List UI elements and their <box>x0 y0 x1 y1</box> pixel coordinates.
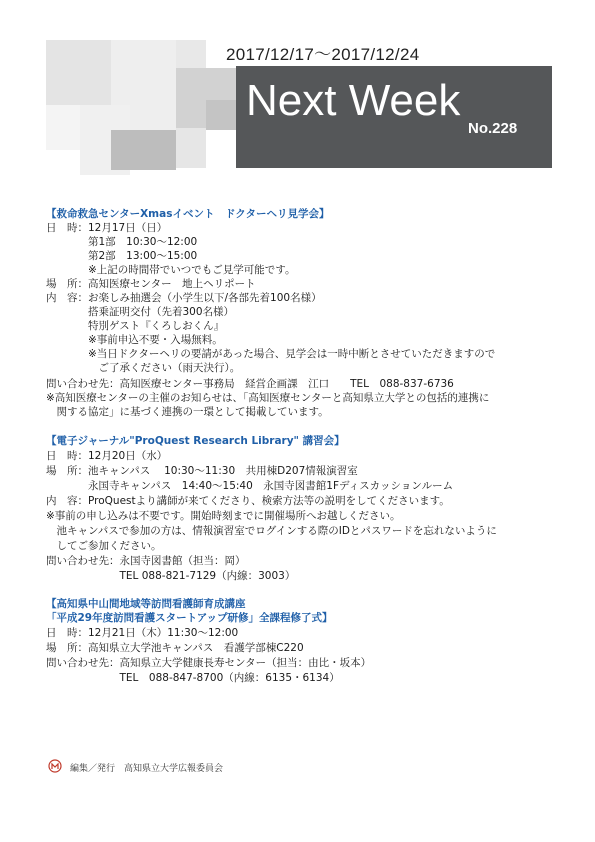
event-title: 【高知県中山間地域等訪問看護師育成講座 <box>46 598 246 610</box>
event-detail: ※事前申込不要・入場無料。 <box>46 334 223 346</box>
event-contact: TEL 088-847-8700（内線：6135・6134） <box>46 672 340 684</box>
event-detail: 永国寺キャンパス 14:40～15:40 永国寺図書館1Fディスカッションルーム <box>46 480 454 492</box>
event-detail: ※上記の時間帯でいつでもご見学可能です。 <box>46 264 296 276</box>
event-note: ※高知医療センターの主催のお知らせは、「高知医療センターと高知県立大学との包括的連携に <box>46 392 490 404</box>
event-detail: 日 時：12月20日（水） <box>46 450 168 462</box>
event-detail: 特別ゲスト『くろしおくん』 <box>46 320 225 332</box>
event-detail: 場 所：高知医療センター 地上ヘリポート <box>46 278 256 290</box>
decor-square <box>176 128 206 168</box>
decor-square <box>46 105 80 150</box>
university-logo-icon <box>48 759 62 773</box>
publisher-credit: 編集／発行 高知県立大学広報委員会 <box>70 764 224 774</box>
date-range: 2017/12/17～2017/12/24 <box>226 45 420 64</box>
issue-number: No.228 <box>468 120 518 137</box>
decor-square <box>206 100 236 130</box>
event-title: 【救命救急センターXmasイベント ドクターヘリ見学会】 <box>46 208 330 220</box>
event-detail: 内 容：お楽しみ抽選会（小学生以下/各部先着100名様） <box>46 292 322 304</box>
event-detail: 第2部 13:00～15:00 <box>46 250 198 262</box>
event-note: してご参加ください。 <box>46 540 162 552</box>
event-detail: 日 時：12月21日（木）11:30～12:00 <box>46 627 239 639</box>
event-detail: 搭乗証明交付（先着300名様） <box>46 306 235 318</box>
decor-square <box>46 40 111 105</box>
decor-square <box>111 130 176 170</box>
event-contact: 問い合わせ先：高知県立大学健康長寿センター（担当：由比・坂本） <box>46 657 372 669</box>
event-detail: 内 容：ProQuestより講師が来てくださり、検索方法等の説明をしてくださいます。 <box>46 495 450 507</box>
event-detail: 場 所：高知県立大学池キャンパス 看護学部棟C220 <box>46 642 304 654</box>
event-note: 関する協定」に基づく連携の一環として掲載しています。 <box>46 406 329 418</box>
page-title: Next Week <box>246 76 461 125</box>
event-title: 【電子ジャーナル"ProQuest Research Library" 講習会】 <box>46 435 345 447</box>
event-detail: ※当日ドクターヘリの要請があった場合、見学会は一時中断とさせていただきますので <box>46 348 496 360</box>
event-detail: 場 所：池キャンパス 10:30～11:30 共用棟D207情報演習室 <box>46 465 358 477</box>
event-detail: 日 時：12月17日（日） <box>46 222 168 234</box>
event-contact: 問い合わせ先：高知医療センター事務局 経営企画課 江口 TEL 088-837-6736 <box>46 378 454 390</box>
event-note: 池キャンパスで参加の方は、情報演習室でログインする際のIDとパスワードを忘れないように <box>46 525 497 537</box>
event-detail: 第1部 10:30～12:00 <box>46 236 198 248</box>
event-title: 「平成29年度訪問看護スタートアップ研修」全課程修了式】 <box>46 612 333 624</box>
decor-square <box>176 40 206 70</box>
event-contact: 問い合わせ先：永国寺図書館（担当：岡） <box>46 555 246 567</box>
event-note: ※事前の申し込みは不要です。開始時刻までに開催場所へお越しください。 <box>46 510 401 522</box>
event-detail: ご了承ください（雨天決行）。 <box>46 362 241 374</box>
event-contact: TEL 088-821-7129（内線：3003） <box>46 570 296 582</box>
